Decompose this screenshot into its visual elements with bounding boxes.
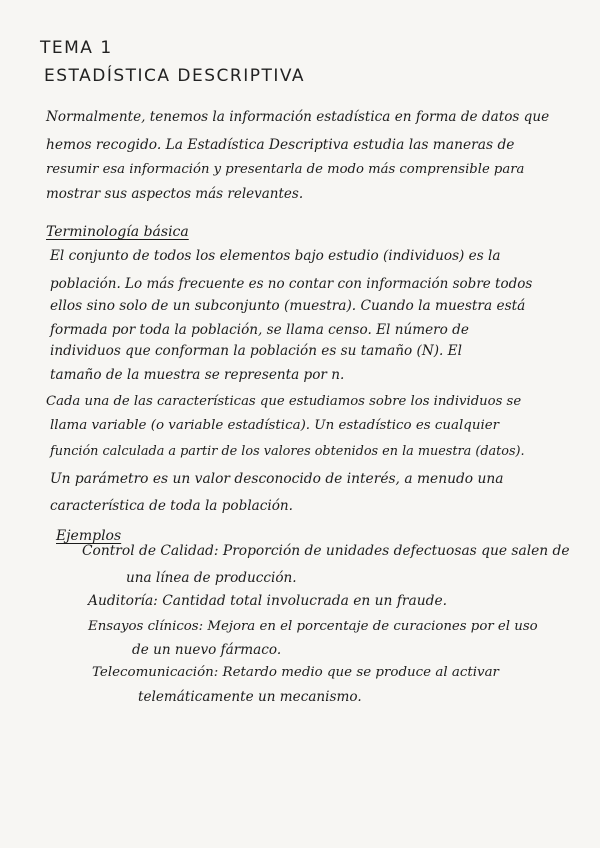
intro-line: mostrar sus aspectos más relevantes. xyxy=(46,186,304,202)
terminology-line: Cada una de las características que estudiamos sobre los individuos se xyxy=(46,394,522,409)
example-line: Auditoría: Cantidad total involucrada en un fraude. xyxy=(88,593,448,609)
examples-heading: Ejemplos xyxy=(56,528,122,544)
example-line-continued: de un nuevo fármaco. xyxy=(132,642,282,658)
terminology-line: función calculada a partir de los valores obtenidos en la muestra (datos). xyxy=(50,444,525,459)
terminology-line: El conjunto de todos los elementos bajo estudio (individuos) es la xyxy=(50,248,501,264)
terminology-line: ellos sino solo de un subconjunto (muestra). Cuando la muestra está xyxy=(50,298,526,314)
example-line: Ensayos clínicos: Mejora en el porcentaje de curaciones por el uso xyxy=(88,619,538,634)
terminology-line: característica de toda la población. xyxy=(50,498,293,514)
example-line-continued: una línea de producción. xyxy=(126,570,297,586)
topic-title: ESTADÍSTICA DESCRIPTIVA xyxy=(44,66,306,86)
intro-line: resumir esa información y presentarla de modo más comprensible para xyxy=(46,162,525,177)
example-line: Telecomunicación: Retardo medio que se produce al activar xyxy=(92,665,499,680)
terminology-line: formada por toda la población, se llama censo. El número de xyxy=(50,322,469,338)
terminology-heading: Terminología básica xyxy=(46,224,189,240)
example-line: Control de Calidad: Proporción de unidades defectuosas que salen de xyxy=(82,543,570,559)
terminology-line: tamaño de la muestra se representa por n. xyxy=(50,367,345,383)
terminology-line: llama variable (o variable estadística). Un estadístico es cualquier xyxy=(50,418,500,433)
terminology-line: población. Lo más frecuente es no contar con información sobre todos xyxy=(50,276,533,292)
intro-line: hemos recogido. La Estadística Descriptiva estudia las maneras de xyxy=(46,137,515,153)
intro-line: Normalmente, tenemos la información estadística en forma de datos que xyxy=(46,109,550,125)
topic-number: TEMA 1 xyxy=(40,38,113,58)
terminology-line: individuos que conforman la población es su tamaño (N). El xyxy=(50,343,462,359)
example-line-continued: telemáticamente un mecanismo. xyxy=(138,689,362,705)
terminology-line: Un parámetro es un valor desconocido de interés, a menudo una xyxy=(50,471,504,487)
